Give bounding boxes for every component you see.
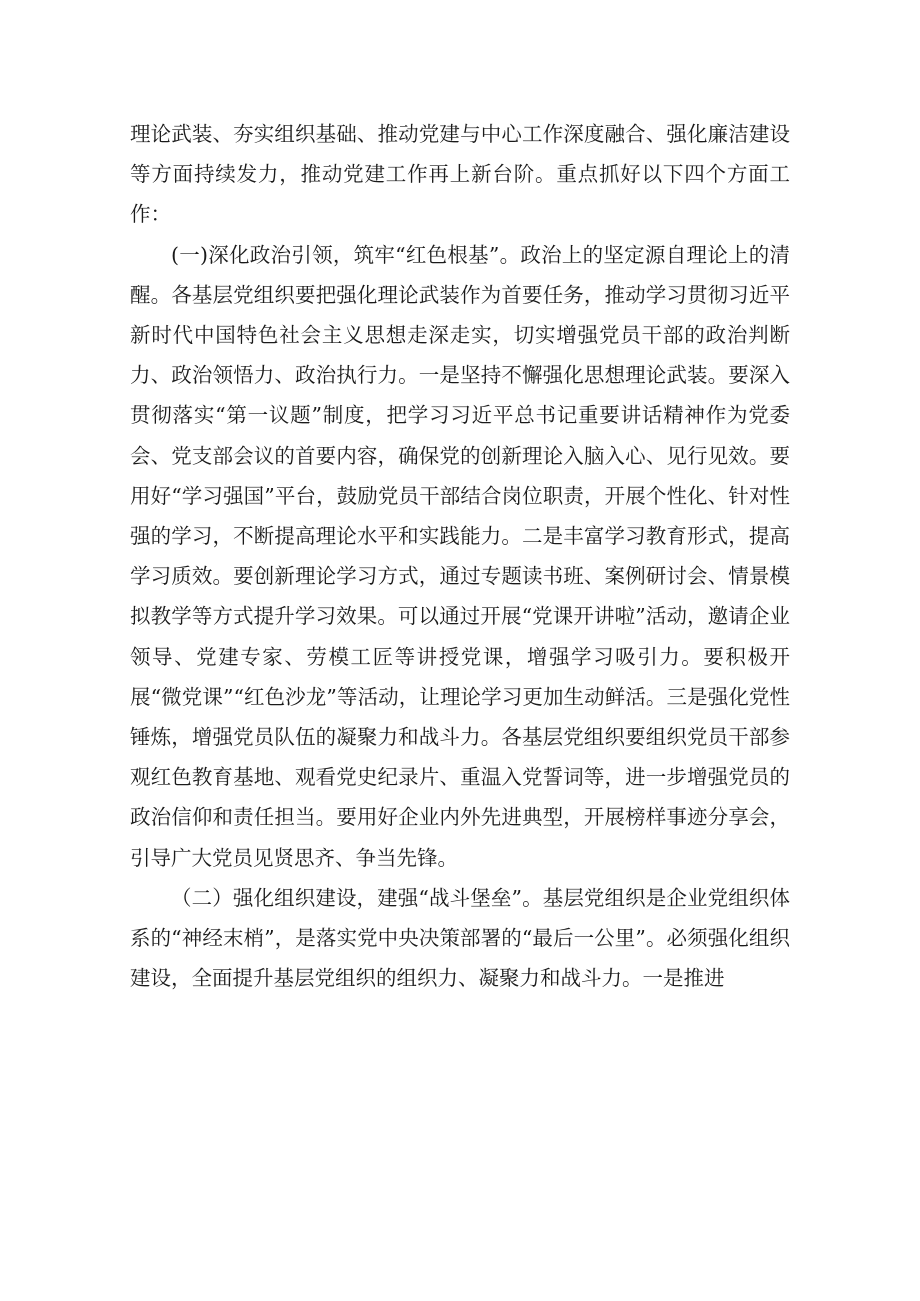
document-body <box>130 114 790 998</box>
paragraph-section-one: (一)深化政治引领，筑牢“红色根基”。政治上的坚定源自理论上的清醒。各基层党组织要把强化理论武装作为首要任务，推动学习贯彻习近平新时代中国特色社会主义思想走深走实，切实增强党员干部的政治判断力、政治领悟力、政治执行力。一是坚持不懈强化思想理论武装。要深入贯彻落实“第一议题”制度，把学习习近平总书记重要讲话精神作为党委会、党支部会议的首要内容，确保党的创新理论入脑入心、见行见效。要用好“学习强国”平台，鼓励党员干部结合岗位职责，开展个性化、针对性强的学习，不断提高理论水平和实践能力。二是丰富学习教育形式，提高学习质效。要创新理论学习方式，通过专题读书班、案例研讨会、情景模拟教学等方式提升学习效果。可以通过开展“党课开讲啦”活动，邀请企业领导、党建专家、劳模工匠等讲授党课，增强学习吸引力。要积极开展“微党课”“红色沙龙”等活动，让理论学习更加生动鲜活。三是强化党性锤炼，增强党员队伍的凝聚力和战斗力。各基层党组织要组织党员干部参观红色教育基地、观看党史纪录片、重温入党誓词等，进一步增强党员的政治信仰和责任担当。要用好企业内外先进典型，开展榜样事迹分享会，引导广大党员见贤思齐、争当先锋。 <box>130 242 790 870</box>
paragraph-continuation: 理论武装、夯实组织基础、推动党建与中心工作深度融合、强化廉洁建设等方面持续发力，推动党建工作再上新台阶。重点抓好以下四个方面工作： <box>130 122 790 227</box>
paragraph-section-two: （二）强化组织建设，建强“战斗堡垒”。基层党组织是企业党组织体系的“神经末梢”，是落实党中央决策部署的“最后一公里”。必须强化组织建设，全面提升基层党组织的组织力、凝聚力和战斗力。一是推进 <box>130 885 790 991</box>
